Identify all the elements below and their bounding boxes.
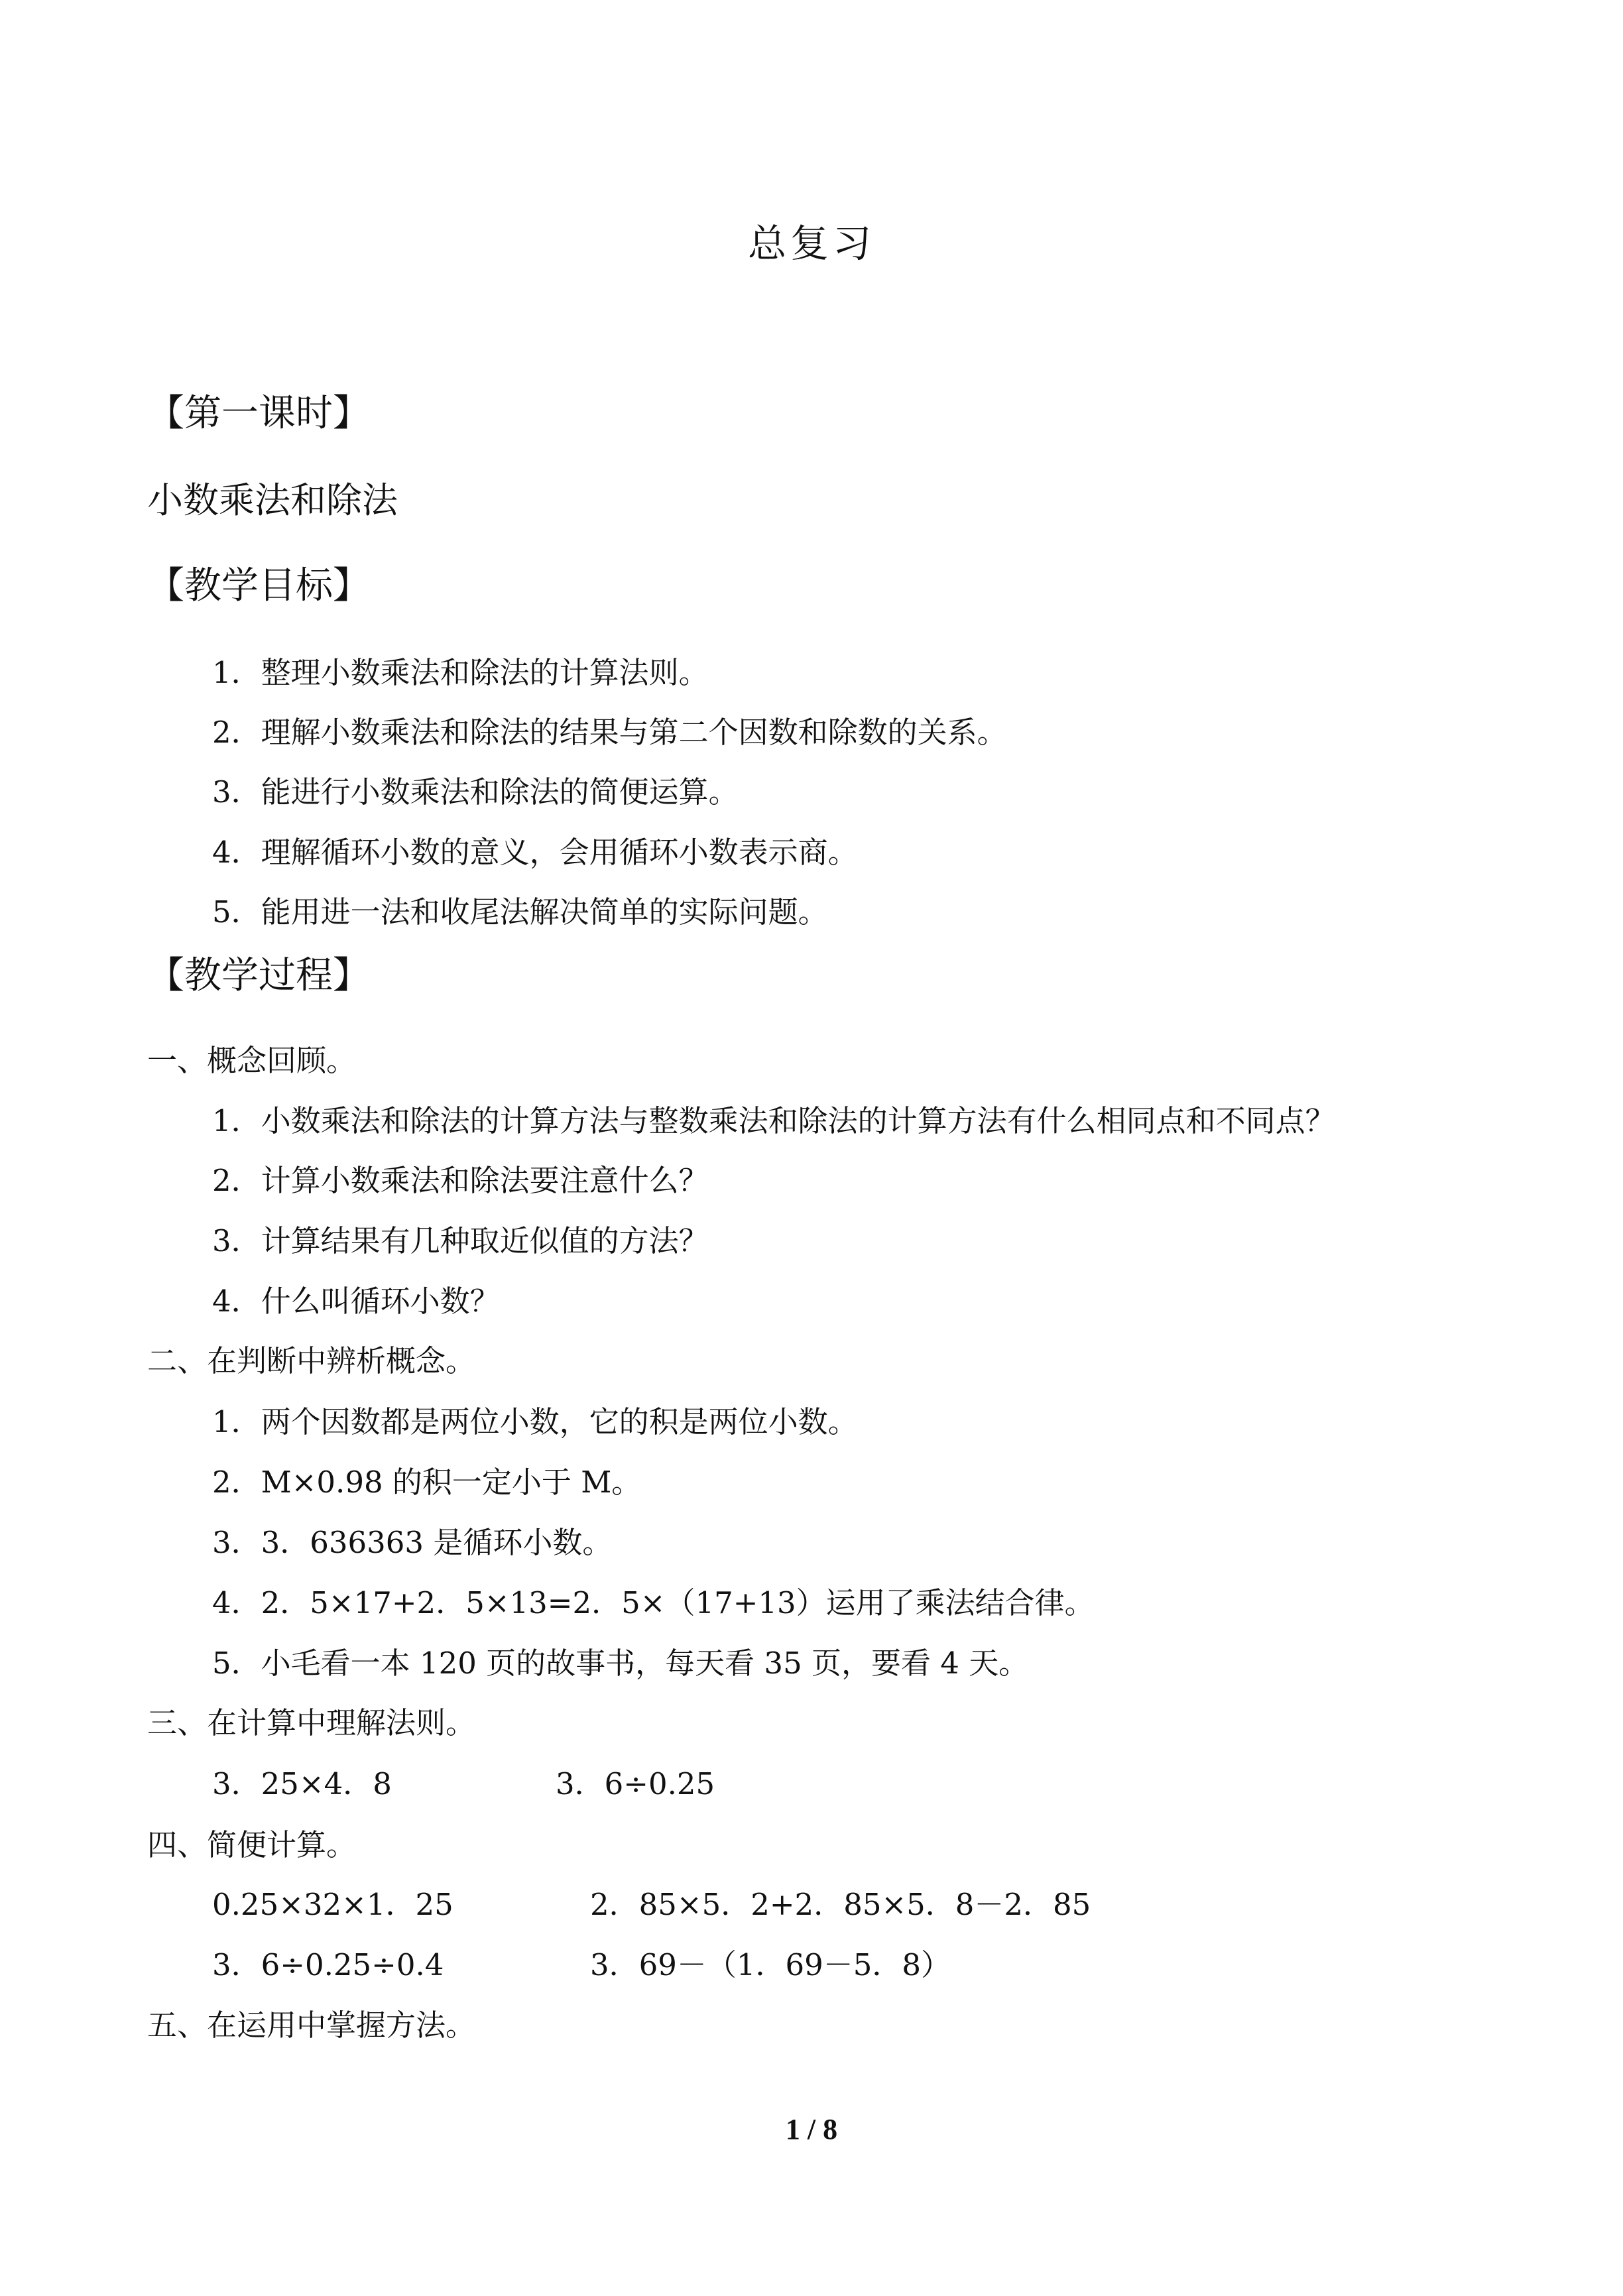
calc-expression: 2．85×5．2+2．85×5．8－2．85 xyxy=(590,1887,1091,1922)
page-number: 1 / 8 xyxy=(785,2113,838,2145)
judgement-item: 1．两个因数都是两位小数，它的积是两位小数。 xyxy=(212,1404,858,1439)
lesson-tag: 【第一课时】 xyxy=(147,392,370,435)
process-heading: 【教学过程】 xyxy=(147,954,370,997)
lesson-topic: 小数乘法和除法 xyxy=(147,479,398,521)
goal-item: 4．理解循环小数的意义，会用循环小数表示商。 xyxy=(212,835,858,870)
goal-item: 5．能用进一法和收尾法解决简单的实际问题。 xyxy=(212,894,828,930)
section-heading: 四、简便计算。 xyxy=(147,1827,357,1862)
judgement-item: 5．小毛看一本 120 页的故事书，每天看 35 页，要看 4 天。 xyxy=(212,1646,1029,1681)
question-item: 4．什么叫循环小数？ xyxy=(212,1284,500,1319)
calc-expression: 3．6÷0.25 xyxy=(556,1766,715,1801)
calc-expression: 3．69－（1．69－5．8） xyxy=(590,1947,951,1982)
goal-item: 1．整理小数乘法和除法的计算法则。 xyxy=(212,655,709,690)
page-title: 总复习 xyxy=(747,221,875,266)
goals-heading: 【教学目标】 xyxy=(147,564,370,607)
goal-item: 2．理解小数乘法和除法的结果与第二个因数和除数的关系。 xyxy=(212,715,1007,750)
section-heading: 一、概念回顾。 xyxy=(147,1043,357,1078)
section-heading: 二、在判断中辨析概念。 xyxy=(147,1343,476,1378)
judgement-item: 4．2．5×17+2．5×13=2．5×（17+13）运用了乘法结合律。 xyxy=(212,1585,1095,1620)
question-item: 3．计算结果有几种取近似值的方法？ xyxy=(212,1223,709,1258)
calc-expression: 3．25×4．8 xyxy=(212,1766,392,1801)
section-heading: 三、在计算中理解法则。 xyxy=(147,1705,476,1740)
question-item: 1．小数乘法和除法的计算方法与整数乘法和除法的计算方法有什么相同点和不同点？ xyxy=(212,1103,1335,1138)
calc-expression: 3．6÷0.25÷0.4 xyxy=(212,1947,444,1982)
goal-item: 3．能进行小数乘法和除法的简便运算。 xyxy=(212,774,739,810)
judgement-item: 3．3．636363 是循环小数。 xyxy=(212,1525,613,1560)
judgement-item: 2．M×0.98 的积一定小于 M。 xyxy=(212,1465,642,1500)
section-heading: 五、在运用中掌握方法。 xyxy=(147,2008,476,2043)
calc-expression: 0.25×32×1．25 xyxy=(212,1887,453,1922)
question-item: 2．计算小数乘法和除法要注意什么？ xyxy=(212,1163,709,1198)
